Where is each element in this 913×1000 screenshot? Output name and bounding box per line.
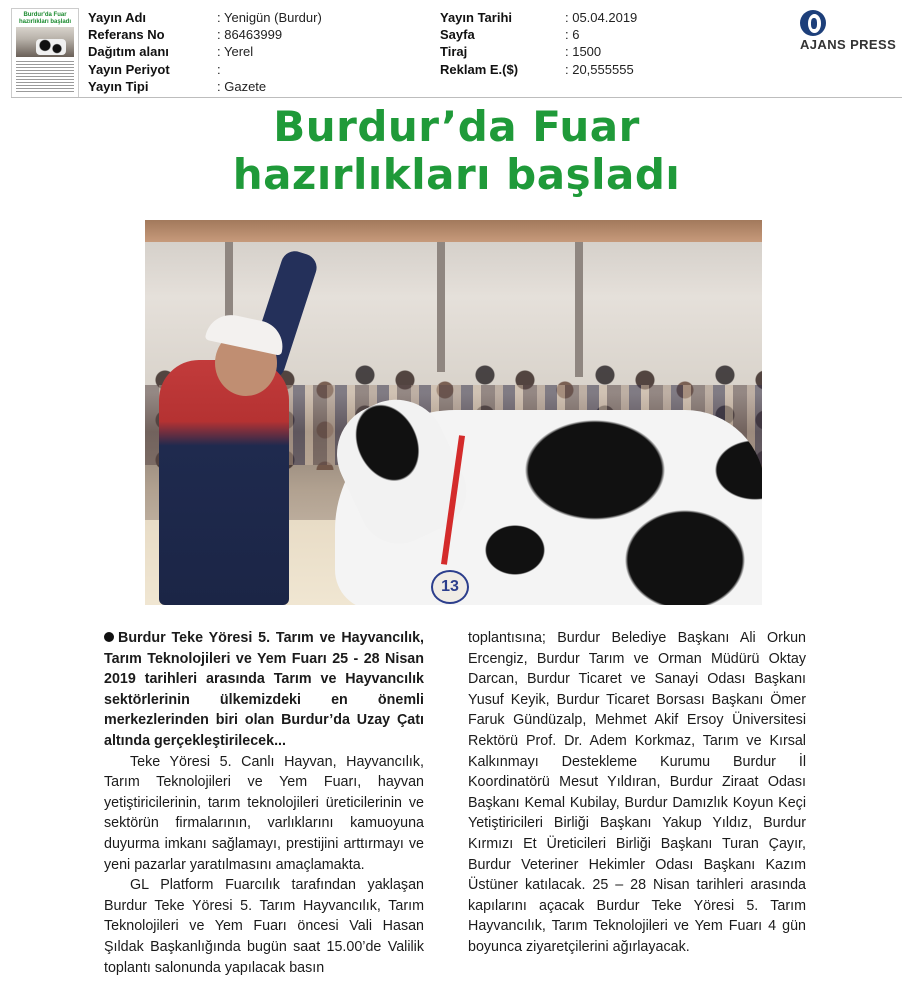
- photo-pillar: [575, 242, 583, 377]
- photo-roof: [145, 220, 762, 242]
- ajans-press-logo[interactable]: [800, 10, 902, 56]
- headline-line-1: Burdur’da Fuar: [273, 102, 640, 151]
- meta-row-period: [88, 61, 322, 78]
- meta-value: :: [217, 61, 221, 77]
- article-paragraph-3: toplantısına; Burdur Belediye Başkanı Ali Orkun Ercengiz, Burdur Tarım ve Orman Müdürü Oktay Darcan, Burdur Ticaret ve Sanayi Odası Başkanı Yusuf Keyik, Burdur Ticaret Borsası Başkanı Ömer Faruk Gündüzalp, Mehmet Akif Ersoy Üniversitesi Rektörü Prof. Dr. Adem Korkmaz, Tarım ve Kırsal Kalkınmayı Destekleme Kurumu Burdur İl Koordinatörü Mesut Yıldıran, Burdur Ziraat Odası Başkanı Kemal Kubilay, Burdur Damızlık Koyun Keçi Yetiştiricileri Birliği Başkanı Yakup Yıldız, Burdur Kırmızı Et Üreticileri Birliği Başkanı Turan Çayır, Burdur Veteriner Hekimler Odası Başkanı Kazım Üstüner katılacak. 25 – 28 Nisan tarihleri arasında kapılarını açacak Burdur Teke Yöresi 5. Tarım Hayvancılık, Tarım Teknolojileri ve Yem Fuarı 4 gün boyunca ziyaretçilerini ağırlayacak.: [468, 630, 806, 955]
- headline-line-2: hazırlıkları başladı: [232, 150, 681, 199]
- meta-label: Yayın Adı: [88, 10, 147, 25]
- article-photo: [145, 220, 762, 605]
- photo-cow-number-tag: 13: [431, 570, 469, 604]
- meta-label: Dağıtım alanı: [88, 44, 169, 60]
- meta-row-ad-value: [440, 61, 637, 78]
- meta-value: : Yenigün (Burdur): [217, 10, 322, 25]
- meta-row-date: [440, 9, 637, 26]
- meta-label: Reklam E.($): [440, 61, 519, 77]
- article-lead-text: Burdur Teke Yöresi 5. Tarım ve Hayvancılık, Tarım Teknolojileri ve Yem Fuarı 25 - 28 Nisan 2019 tarihleri arasında Tarım ve Hayvancılık sektörlerinin ülkemizdeki en önemli merkezlerinden biri olan Burdur’da Uzay Çatı altında gerçekleştirilecek...: [104, 630, 424, 749]
- meta-row-type: [88, 78, 322, 95]
- meta-value: : Gazete: [217, 78, 267, 94]
- meta-row-distribution: [88, 43, 322, 60]
- article-column-right: [468, 628, 806, 958]
- meta-label: Yayın Periyot: [88, 61, 170, 77]
- meta-row-publication: [88, 9, 322, 26]
- logo-text: AJANS PRESS: [800, 37, 897, 52]
- meta-left-table: [88, 9, 322, 95]
- meta-value: : 1500: [565, 44, 602, 60]
- article-lead: [104, 628, 424, 752]
- ajans-press-logo-icon: [800, 10, 826, 36]
- article-paragraph-2: GL Platform Fuarcılık tarafından yaklaşan Burdur Teke Yöresi 5. Tarım Hayvancılık, Tarım Teknolojileri ve Yem Fuarı öncesi Vali Hasan Şıldak Başkanlığında bugün saat 15.00’de Valilik toplantı salonunda yapılacak basın: [104, 877, 424, 976]
- meta-value: : 20,555555: [565, 61, 634, 77]
- meta-row-circulation: [440, 43, 637, 60]
- meta-label: Referans No: [88, 27, 165, 43]
- meta-value: : 6: [565, 27, 580, 43]
- thumbnail-title: Burdur'da Fuar hazırlıkları başladı: [18, 12, 72, 25]
- header-divider: [11, 97, 902, 98]
- clipping-header: [0, 0, 913, 100]
- article-headline: [100, 103, 813, 199]
- bullet-icon: [104, 632, 114, 642]
- meta-right-table: [440, 9, 637, 78]
- photo-man-body: [159, 360, 289, 605]
- thumbnail-cow-image: [36, 39, 66, 55]
- meta-value: : 05.04.2019: [565, 10, 638, 25]
- meta-value: : 86463999: [217, 27, 283, 43]
- meta-label: Yayın Tarihi: [440, 10, 513, 25]
- photo-pillar: [437, 242, 445, 372]
- article-column-left: [104, 628, 424, 978]
- thumbnail-text-lines: [16, 61, 74, 93]
- article-paragraph-1: Teke Yöresi 5. Canlı Hayvan, Hayvancılık, Tarım Teknolojileri ve Yem Fuarı, hayvan yetiştiricilerinin, tarım teknolojileri üreticilerinin ve sektörün firmalarının, varlıklarını kamuoyuna duyurma imkanı sağlamayı, prestijini arttırmayı ve yeni pazarlar yaratılmasını amaçlamakta.: [104, 753, 424, 873]
- page-thumbnail[interactable]: [11, 8, 79, 98]
- meta-row-reference: [88, 26, 322, 43]
- meta-label: Sayfa: [440, 27, 475, 43]
- meta-label: Tiraj: [440, 44, 468, 60]
- meta-row-page: [440, 26, 637, 43]
- meta-label: Yayın Tipi: [88, 78, 149, 94]
- meta-value: : Yerel: [217, 44, 254, 60]
